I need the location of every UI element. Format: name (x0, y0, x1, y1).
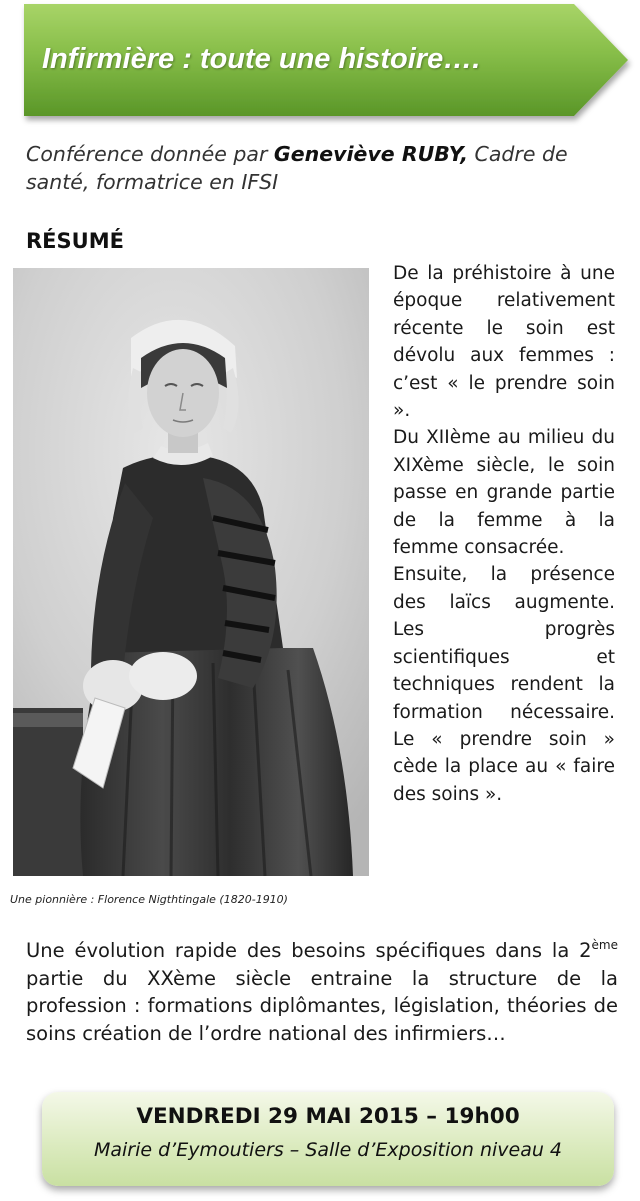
evolution-superscript: ème (591, 938, 618, 952)
banner-title: Infirmière : toute une histoire…. (42, 43, 481, 75)
resume-heading: RÉSUMÉ (26, 229, 124, 253)
portrait-illustration (13, 268, 369, 876)
title-banner (0, 0, 640, 130)
evolution-text-after: partie du XXème siècle entraine la structure de la profession : formations diplômantes, législation, théories de soins création de l’ordre national des infirmiers… (26, 966, 618, 1045)
resume-paragraph: Du XIIème au milieu du XIXème siècle, le soin passe en grande partie de la femme à la femme consacrée. (393, 427, 615, 559)
resume-text (393, 260, 615, 808)
subtitle-prefix: Conférence donnée par (26, 142, 274, 166)
subtitle-suffix: Cadre de santé, formatrice en IFSI (26, 142, 568, 194)
portrait-photo (13, 268, 369, 876)
resume-paragraph: Ensuite, la présence des laïcs augmente. Les progrès scientifiques et techniques rendent la formation nécessaire. Le « prendre soin » cède la place au « faire des soins ». (393, 564, 615, 805)
event-place: Mairie d’Eymoutiers – Salle d’Exposition niveau 4 (93, 1139, 563, 1161)
conference-subtitle (26, 140, 622, 196)
event-info-box (42, 1092, 614, 1186)
evolution-text-before: Une évolution rapide des besoins spécifiques dans la 2 (26, 939, 592, 962)
event-date: VENDREDI 29 MAI 2015 – 19h00 (136, 1104, 520, 1129)
evolution-paragraph (26, 937, 618, 1047)
speaker-name: Geneviève RUBY, (273, 142, 469, 166)
resume-paragraph: De la préhistoire à une époque relativement récente le soin est dévolu aux femmes : c’est « le prendre soin ». (393, 263, 615, 422)
photo-caption: Une pionnière : Florence Nigthtingale (1820-1910) (10, 893, 288, 906)
